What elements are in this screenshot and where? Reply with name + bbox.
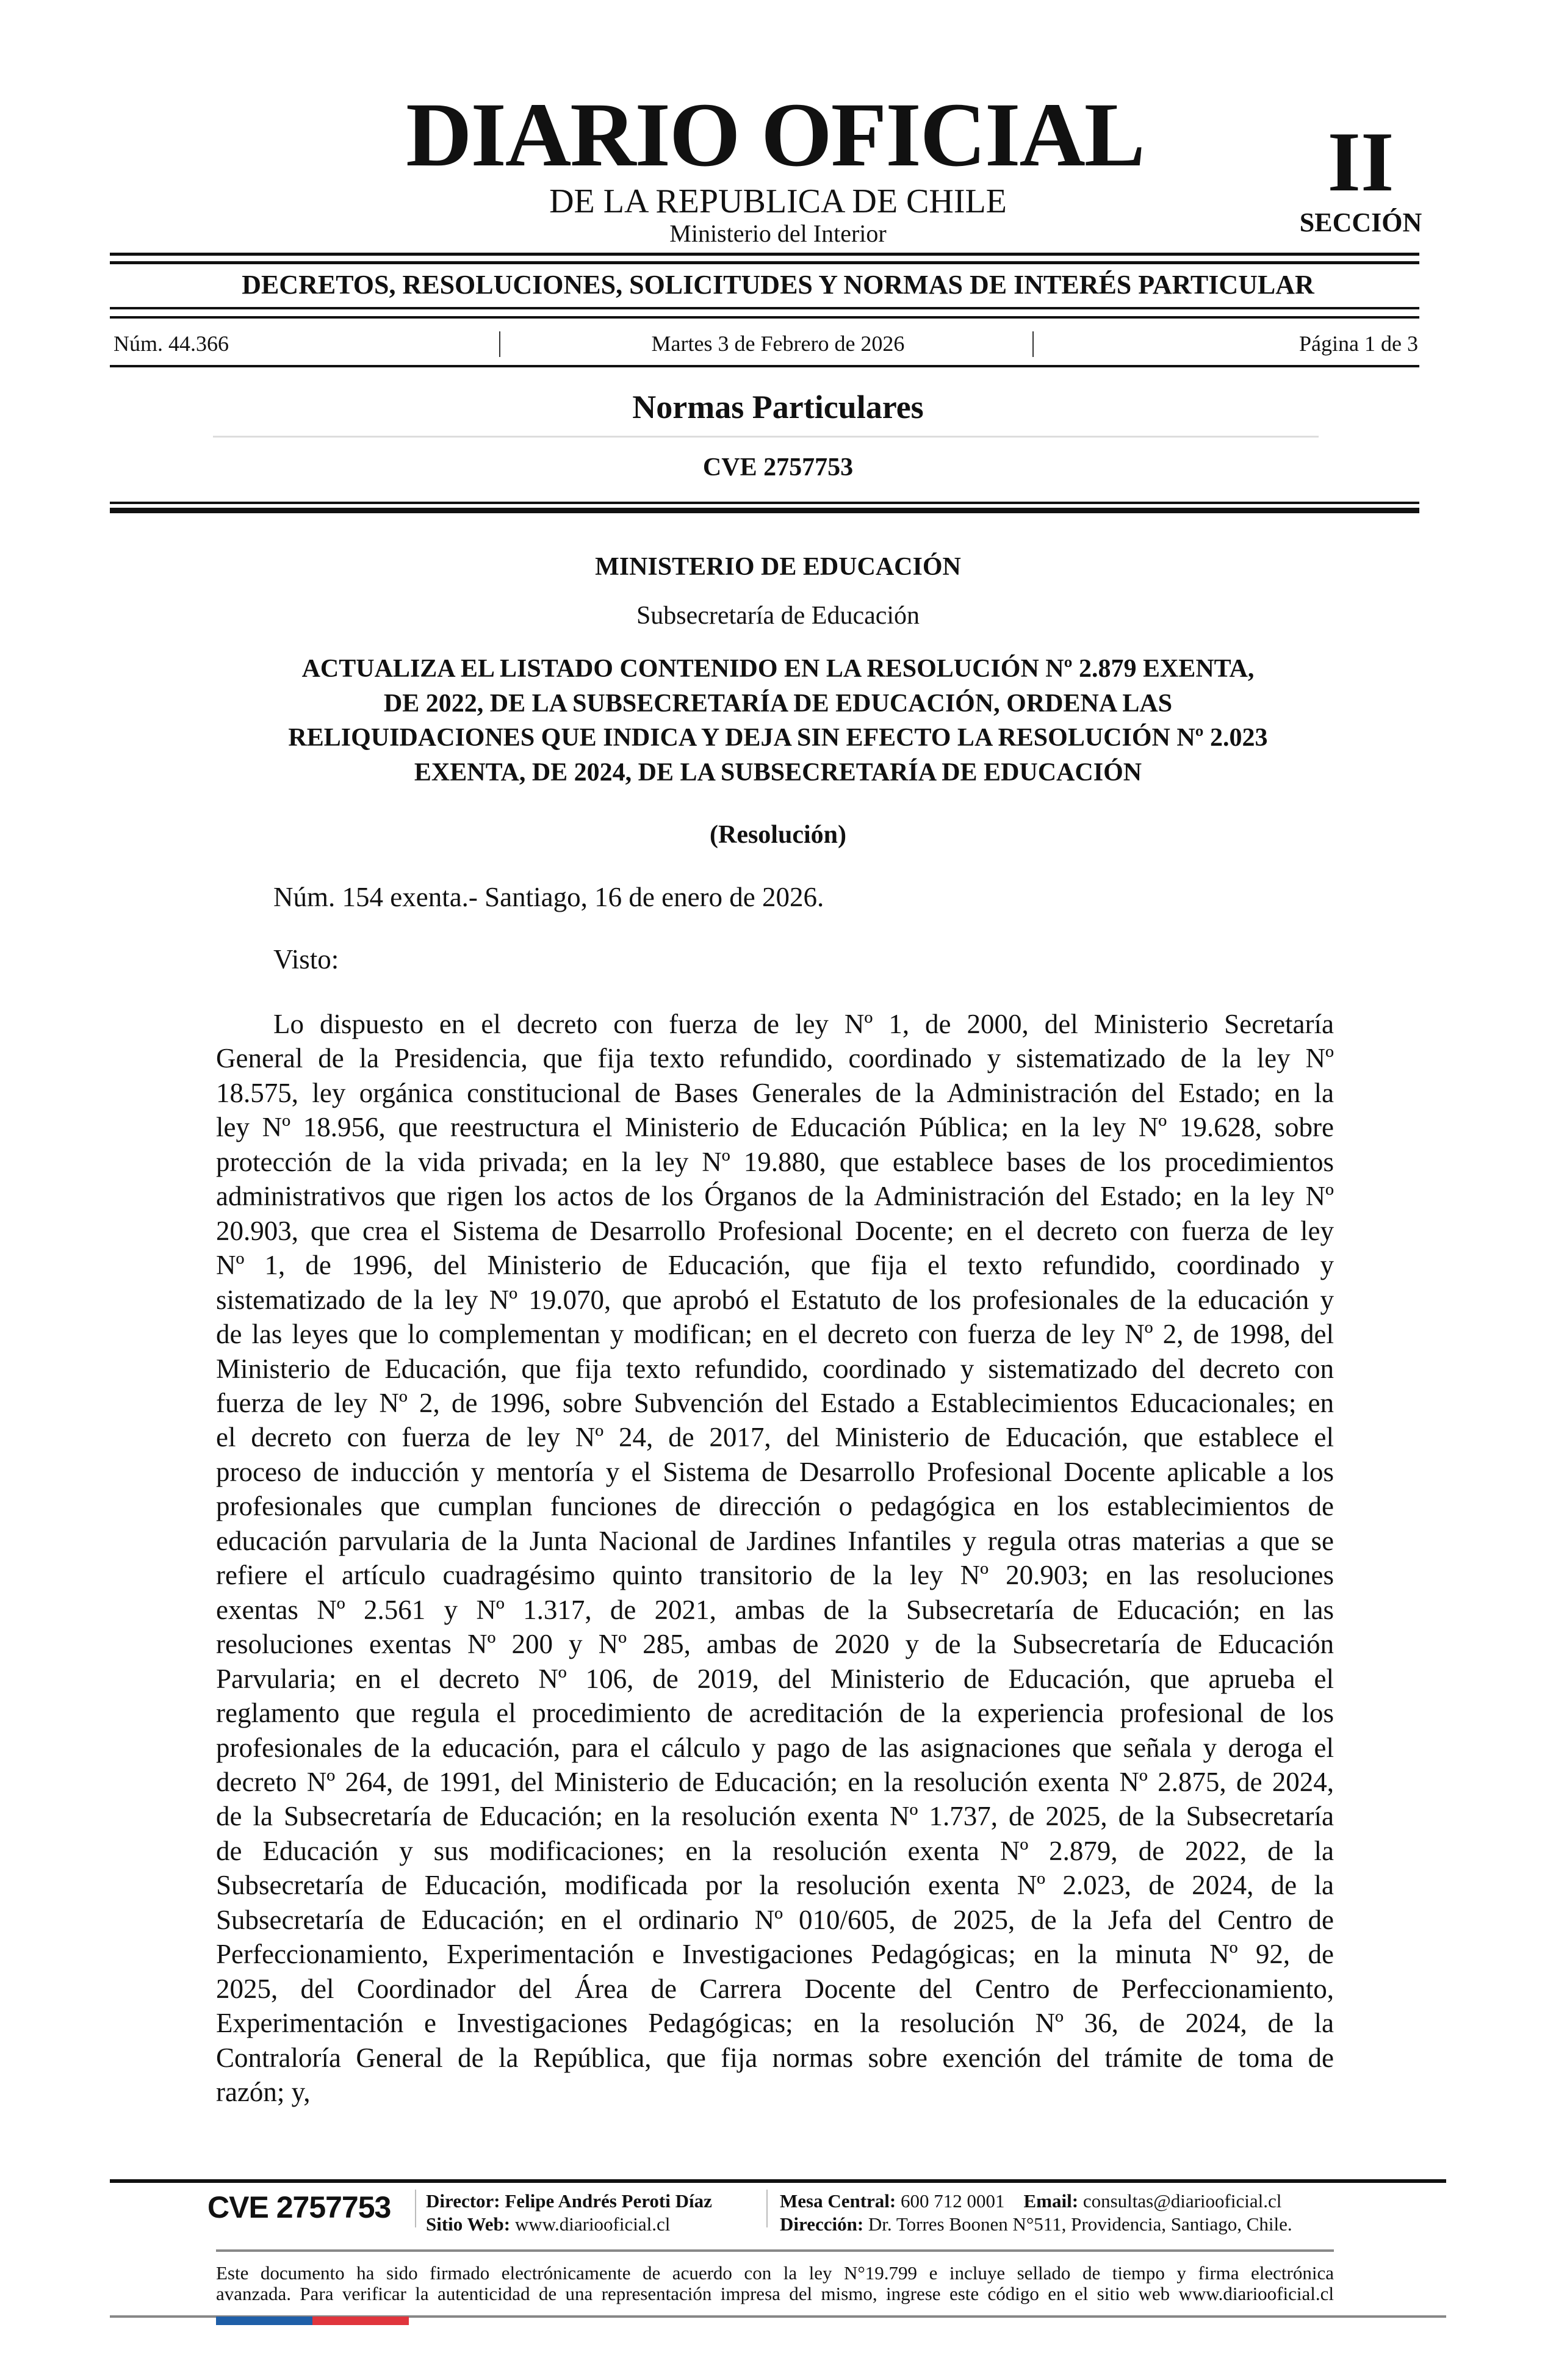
subsecretariat: Subsecretaría de Educación xyxy=(636,602,920,630)
body-line: decreto Nº 264, de 1991, del Ministerio de Educación; en la resolución exenta Nº 2.875, de 2024, xyxy=(216,1766,1334,1797)
divider xyxy=(110,365,1419,367)
divider xyxy=(415,2190,416,2227)
masthead-title: DIARIO OFICIAL xyxy=(406,84,1144,186)
resolution-title xyxy=(201,652,1355,790)
divider xyxy=(110,316,1419,319)
body-line: ley Nº 18.956, que reestructura el Ministerio de Educación Pública; en la ley Nº 19.628, sobre xyxy=(216,1112,1334,1143)
divider xyxy=(110,502,1419,504)
footer-contacts xyxy=(426,2190,712,2236)
body-line: Perfeccionamiento, Experimentación e Investigaciones Pedagógicas; en la minuta Nº 92, de xyxy=(216,1939,1334,1970)
body-line: Nº 1, de 1996, del Ministerio de Educación, que fija el texto refundido, coordinado y xyxy=(216,1250,1334,1281)
document-kind: (Resolución) xyxy=(710,821,846,849)
category-heading: Normas Particulares xyxy=(632,389,924,425)
body-line: profesionales de la educación, para el cálculo y pago de las asignaciones que señala y deroga el xyxy=(216,1732,1334,1763)
resolution-body xyxy=(216,1007,1334,2110)
body-line: de la Subsecretaría de Educación; en la resolución exenta Nº 1.737, de 2025, de la Subsecretaría xyxy=(216,1801,1334,1832)
phone-number: 600 712 0001 xyxy=(901,2190,1005,2212)
body-line: sistematizado de la ley Nº 19.070, que aprobó el Estatuto de los profesionales de la educación y xyxy=(216,1284,1334,1315)
body-line: Subsecretaría de Educación, modificada por la resolución exenta Nº 2.023, de 2024, de la xyxy=(216,1870,1334,1901)
divider xyxy=(499,331,500,357)
section-label: SECCIÓN xyxy=(1299,207,1422,237)
website-label: Sitio Web: xyxy=(426,2213,511,2235)
masthead-subtitle: DE LA REPUBLICA DE CHILE xyxy=(549,182,1007,220)
disclaimer-line: Este documento ha sido firmado electrónicamente de acuerdo con la ley N°19.799 e incluye sellado de tiempo y firma electrónica xyxy=(216,2262,1334,2284)
body-line: educación parvularia de la Junta Nacional de Jardines Infantiles y regula otras materias a que se xyxy=(216,1525,1334,1556)
divider xyxy=(110,508,1419,513)
divider xyxy=(216,2249,1334,2252)
title-line: RELIQUIDACIONES QUE INDICA Y DEJA SIN EFECTO LA RESOLUCIÓN Nº 2.023 xyxy=(288,724,1268,752)
body-line: resoluciones exentas Nº 200 y Nº 285, ambas de 2020 y de la Subsecretaría de Educación xyxy=(216,1629,1334,1660)
website-link[interactable]: www.diariooficial.cl xyxy=(514,2213,671,2235)
issue-number: Núm. 44.366 xyxy=(113,331,229,356)
issuing-ministry: MINISTERIO DE EDUCACIÓN xyxy=(595,553,961,581)
divider xyxy=(110,307,1419,309)
disclaimer-line: avanzada. Para verificar la autenticidad de una representación impresa del mismo, ingrese este código en el sitio web www.diariooficial.cl xyxy=(216,2283,1334,2304)
body-line: Ministerio de Educación, que fija texto refundido, coordinado y sistematizado del decreto con xyxy=(216,1353,1334,1384)
body-line: profesionales que cumplan funciones de dirección o pedagógica en los establecimientos de xyxy=(216,1491,1334,1522)
divider xyxy=(766,2190,768,2227)
body-line: 2025, del Coordinador del Área de Carrera Docente del Centro de Perfeccionamiento, xyxy=(216,1973,1334,2004)
title-line: ACTUALIZA EL LISTADO CONTENIDO EN LA RESOLUCIÓN Nº 2.879 EXENTA, xyxy=(301,655,1255,683)
flag-stripe-blue xyxy=(216,2317,312,2325)
page-indicator: Página 1 de 3 xyxy=(1299,331,1418,356)
body-line: de las leyes que lo complementan y modifican; en el decreto con fuerza de ley Nº 2, de 1998, del xyxy=(216,1319,1334,1350)
body-line: exentas Nº 2.561 y Nº 1.317, de 2021, ambas de la Subsecretaría de Educación; en las xyxy=(216,1594,1334,1625)
footer-cve: CVE 2757753 xyxy=(207,2190,391,2224)
divider xyxy=(110,2179,1446,2183)
masthead-ministry: Ministerio del Interior xyxy=(669,220,887,247)
body-line: Lo dispuesto en el decreto con fuerza de ley Nº 1, de 2000, del Ministerio Secretaría xyxy=(273,1009,1334,1039)
section-heading: DECRETOS, RESOLUCIONES, SOLICITUDES Y NORMAS DE INTERÉS PARTICULAR xyxy=(242,270,1314,300)
divider xyxy=(213,436,1319,438)
director-label: Director: xyxy=(426,2190,500,2212)
body-line: protección de la vida privada; en la ley Nº 19.880, que establece bases de los procedimientos xyxy=(216,1146,1334,1177)
body-line: Parvularia; en el decreto Nº 106, de 2019, del Ministerio de Educación, que aprueba el xyxy=(216,1663,1334,1694)
body-line: reglamento que regula el procedimiento de acreditación de la experiencia profesional de los xyxy=(216,1698,1334,1729)
title-line: EXENTA, DE 2024, DE LA SUBSECRETARÍA DE EDUCACIÓN xyxy=(414,758,1142,787)
body-line: razón; y, xyxy=(216,2077,311,2108)
body-line: Contraloría General de la República, que fija normas sobre exención del trámite de toma de xyxy=(216,2042,1334,2073)
signature-disclaimer xyxy=(216,2263,1334,2304)
footer-info xyxy=(780,2190,1292,2236)
phone-label: Mesa Central: xyxy=(780,2190,896,2212)
email-label: Email: xyxy=(1023,2190,1079,2212)
body-line: 20.903, que crea el Sistema de Desarrollo Profesional Docente; en el decreto con fuerza de ley xyxy=(216,1215,1334,1246)
section-number: II xyxy=(1327,115,1394,209)
flag-stripe-red xyxy=(312,2317,409,2325)
body-line: administrativos que rigen los actos de los Órganos de la Administración del Estado; en la ley Nº xyxy=(216,1181,1334,1212)
body-line: Subsecretaría de Educación; en el ordinario Nº 010/605, de 2025, de la Jefa del Centro de xyxy=(216,1904,1334,1935)
divider xyxy=(1032,331,1034,357)
address: Dr. Torres Boonen N°511, Providencia, Santiago, Chile. xyxy=(868,2213,1292,2235)
body-line: General de la Presidencia, que fija texto refundido, coordinado y sistematizado de la ley Nº xyxy=(216,1043,1334,1074)
title-line: DE 2022, DE LA SUBSECRETARÍA DE EDUCACIÓN, ORDENA LAS xyxy=(383,689,1173,718)
divider xyxy=(110,261,1419,264)
body-line: proceso de inducción y mentoría y el Sistema de Desarrollo Profesional Docente aplicable a los xyxy=(216,1456,1334,1487)
body-line: refiere el artículo cuadragésimo quinto transitorio de la ley Nº 20.903; en las resoluciones xyxy=(216,1560,1334,1591)
body-line: fuerza de ley Nº 2, de 1996, sobre Subvención del Estado a Establecimientos Educacionales; en xyxy=(216,1387,1334,1418)
email-link[interactable]: consultas@diariooficial.cl xyxy=(1082,2190,1282,2212)
visto-heading: Visto: xyxy=(273,944,339,975)
body-line: de Educación y sus modificaciones; en la resolución exenta Nº 2.879, de 2022, de la xyxy=(216,1835,1334,1866)
body-line: 18.575, ley orgánica constitucional de Bases Generales de la Administración del Estado; en la xyxy=(216,1077,1334,1108)
issue-date: Martes 3 de Febrero de 2026 xyxy=(651,331,905,356)
cve-code: CVE 2757753 xyxy=(702,453,854,481)
body-line: Experimentación e Investigaciones Pedagógicas; en la resolución Nº 36, de 2024, de la xyxy=(216,2008,1334,2039)
director-name: Felipe Andrés Peroti Díaz xyxy=(505,2190,712,2212)
resolution-number: Núm. 154 exenta.- Santiago, 16 de enero de 2026. xyxy=(273,882,824,912)
body-line: el decreto con fuerza de ley Nº 24, de 2017, del Ministerio de Educación, que establece el xyxy=(216,1422,1334,1453)
address-label: Dirección: xyxy=(780,2213,864,2235)
divider xyxy=(110,253,1419,256)
